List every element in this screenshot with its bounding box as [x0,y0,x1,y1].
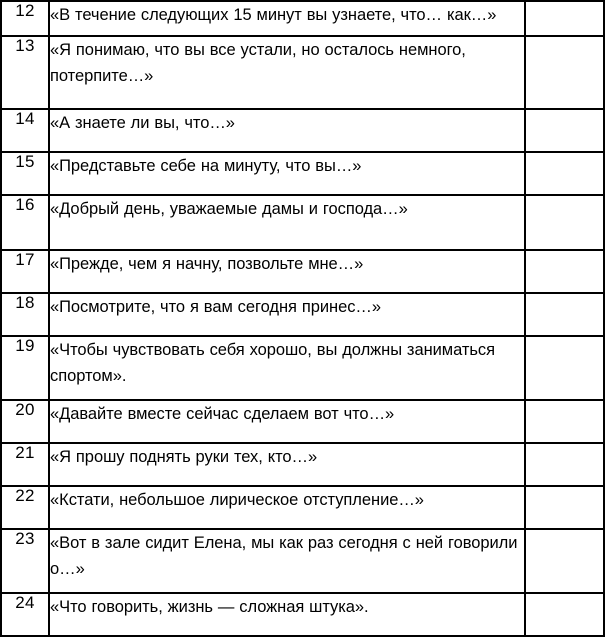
notes-cell[interactable] [525,1,604,36]
row-number-cell: 23 [1,529,49,593]
notes-cell[interactable] [525,109,604,152]
row-number-cell: 24 [1,593,49,636]
row-number-cell: 17 [1,250,49,293]
phrase-cell: «Я понимаю, что вы все устали, но осталось немного, потерпите…» [49,36,525,109]
table-row [1,400,604,443]
phrase-cell: «Чтобы чувствовать себя хорошо, вы должны заниматься спортом». [49,336,525,400]
notes-cell[interactable] [525,593,604,636]
phrase-cell: «Представьте себе на минуту, что вы…» [49,152,525,195]
notes-cell[interactable] [525,486,604,529]
notes-cell[interactable] [525,400,604,443]
phrase-cell: «Добрый день, уважаемые дамы и господа…» [49,195,525,250]
phrase-cell: «А знаете ли вы, что…» [49,109,525,152]
table-row [1,152,604,195]
row-number-cell: 19 [1,336,49,400]
row-number-cell: 20 [1,400,49,443]
row-number-cell: 14 [1,109,49,152]
notes-cell[interactable] [525,443,604,486]
table-row [1,336,604,400]
notes-cell[interactable] [525,293,604,336]
table-row [1,250,604,293]
phrase-table-body [1,1,604,636]
phrase-cell: «В течение следующих 15 минут вы узнаете, что… как…» [49,1,525,36]
phrase-cell: «Что говорить, жизнь — сложная штука». [49,593,525,636]
notes-cell[interactable] [525,152,604,195]
row-number-cell: 21 [1,443,49,486]
row-number-cell: 18 [1,293,49,336]
row-number-cell: 13 [1,36,49,109]
table-row [1,109,604,152]
table-row [1,593,604,636]
phrase-cell: «Давайте вместе сейчас сделаем вот что…» [49,400,525,443]
notes-cell[interactable] [525,250,604,293]
phrase-cell: «Прежде, чем я начну, позвольте мне…» [49,250,525,293]
table-row [1,195,604,250]
table-row [1,1,604,36]
table-row [1,529,604,593]
phrase-cell: «Вот в зале сидит Елена, мы как раз сегодня с ней говорили о…» [49,529,525,593]
table-row [1,443,604,486]
phrase-cell: «Посмотрите, что я вам сегодня принес…» [49,293,525,336]
phrase-cell: «Кстати, небольшое лирическое отступление…» [49,486,525,529]
table-row [1,486,604,529]
notes-cell[interactable] [525,195,604,250]
notes-cell[interactable] [525,529,604,593]
row-number-cell: 15 [1,152,49,195]
notes-cell[interactable] [525,36,604,109]
row-number-cell: 22 [1,486,49,529]
row-number-cell: 12 [1,1,49,36]
phrase-cell: «Я прошу поднять руки тех, кто…» [49,443,525,486]
table-row [1,293,604,336]
row-number-cell: 16 [1,195,49,250]
notes-cell[interactable] [525,336,604,400]
table-row [1,36,604,109]
